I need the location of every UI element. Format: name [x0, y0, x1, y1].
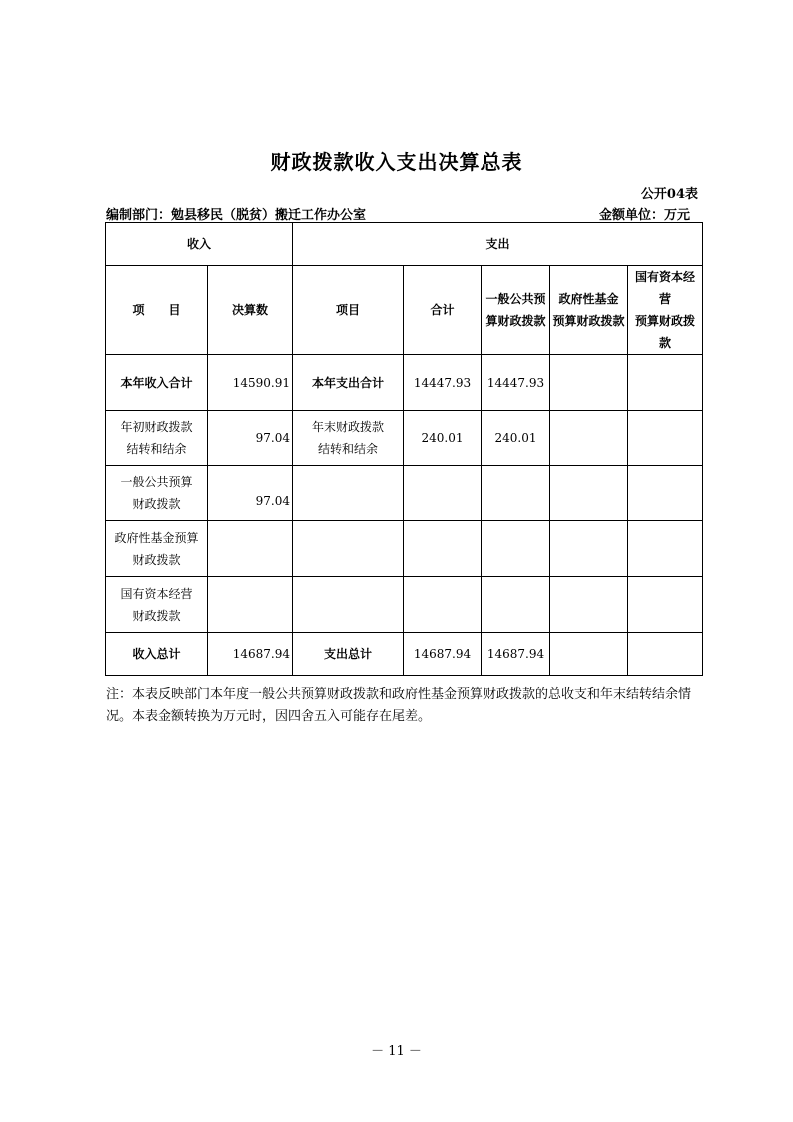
- row-income-label: 本年收入合计: [106, 355, 208, 411]
- group-header-row: [106, 223, 703, 266]
- row-gov-value: [550, 577, 628, 633]
- row-income-value: 97.04: [208, 411, 293, 466]
- row-expense-label: [293, 521, 404, 577]
- form-number: 公开04表: [640, 187, 698, 202]
- row-income-label: [106, 521, 208, 577]
- row-general-value: 14687.94: [482, 633, 550, 676]
- label-line: 年初财政拨款: [120, 420, 193, 434]
- header-state-line2: 预算财政拨款: [635, 314, 696, 350]
- row-income-value: 14590.91: [208, 355, 293, 411]
- label-line: 财政拨款: [132, 497, 181, 511]
- label-line: 国有资本经营: [120, 586, 193, 601]
- row-state-value: [628, 466, 703, 521]
- row-general-value: 240.01: [482, 411, 550, 466]
- column-header-row: [106, 266, 703, 355]
- page-number: － 11 －: [371, 1044, 422, 1059]
- table-row: [106, 411, 703, 466]
- header-expense-item: 项目: [293, 266, 404, 355]
- table-row: [106, 577, 703, 633]
- row-general-value: 14447.93: [482, 355, 550, 411]
- row-expense-label: [293, 466, 404, 521]
- income-group-header: 收入: [106, 223, 293, 266]
- row-income-value: [208, 577, 293, 633]
- row-state-value: [628, 577, 703, 633]
- row-gov-value: [550, 355, 628, 411]
- header-budget: 决算数: [208, 266, 293, 355]
- row-gov-value: [550, 633, 628, 676]
- label-line: 财政拨款: [132, 552, 181, 567]
- row-total-value: 14447.93: [404, 355, 482, 411]
- row-expense-label: [293, 411, 404, 466]
- header-gov-line2: 预算财政拨款: [552, 314, 625, 328]
- table-row: [106, 633, 703, 676]
- row-income-label: [106, 411, 208, 466]
- header-general-line1: 一般公共预: [485, 292, 546, 306]
- header-gov-fund: [550, 266, 628, 355]
- table-row: [106, 355, 703, 411]
- row-state-value: [628, 411, 703, 466]
- row-income-value: 14687.94: [208, 633, 293, 676]
- label-line: 财政拨款: [132, 608, 181, 623]
- row-total-value: 240.01: [404, 411, 482, 466]
- header-general-line2: 算财政拨款: [485, 314, 546, 328]
- footnote: 注：本表反映部门本年度一般公共预算财政拨款和政府性基金预算财政拨款的总收支和年末结转结余情况。本表金额转换为万元时，因四舍五入可能存在尾差。: [106, 687, 692, 724]
- label-line: 政府性基金预算: [114, 530, 199, 545]
- row-gov-value: [550, 411, 628, 466]
- row-income-value: [208, 521, 293, 577]
- row-gov-value: [550, 521, 628, 577]
- page-title: 财政拨款收入支出决算总表: [270, 150, 523, 174]
- label-line: 一般公共预算: [120, 475, 193, 489]
- label-line: 结转和结余: [126, 442, 187, 456]
- row-income-value: 97.04: [208, 466, 293, 521]
- header-general-budget: [482, 266, 550, 355]
- row-state-value: [628, 355, 703, 411]
- department-label: 编制部门：勉县移民（脱贫）搬迁工作办公室: [106, 208, 367, 223]
- fiscal-summary-table: [105, 222, 703, 676]
- table-row: [106, 521, 703, 577]
- row-gov-value: [550, 466, 628, 521]
- header-gov-line1: 政府性基金: [558, 292, 619, 306]
- header-income-item: 项 目: [106, 266, 208, 355]
- expense-group-header: 支出: [293, 223, 703, 266]
- table-row: [106, 466, 703, 521]
- header-state-capital: [628, 266, 703, 355]
- header-total: 合计: [404, 266, 482, 355]
- row-income-label: 收入总计: [106, 633, 208, 676]
- row-total-value: [404, 466, 482, 521]
- unit-label: 金额单位：万元: [598, 208, 690, 223]
- row-total-value: 14687.94: [404, 633, 482, 676]
- label-line: 年末财政拨款: [312, 420, 385, 434]
- row-expense-label: 支出总计: [293, 633, 404, 676]
- row-general-value: [482, 577, 550, 633]
- row-state-value: [628, 521, 703, 577]
- row-total-value: [404, 521, 482, 577]
- header-state-line1: 国有资本经营: [635, 270, 696, 306]
- row-total-value: [404, 577, 482, 633]
- row-general-value: [482, 521, 550, 577]
- row-state-value: [628, 633, 703, 676]
- row-expense-label: [293, 577, 404, 633]
- row-income-label: [106, 577, 208, 633]
- row-income-label: [106, 466, 208, 521]
- label-line: 结转和结余: [318, 442, 379, 456]
- row-general-value: [482, 466, 550, 521]
- row-expense-label: 本年支出合计: [293, 355, 404, 411]
